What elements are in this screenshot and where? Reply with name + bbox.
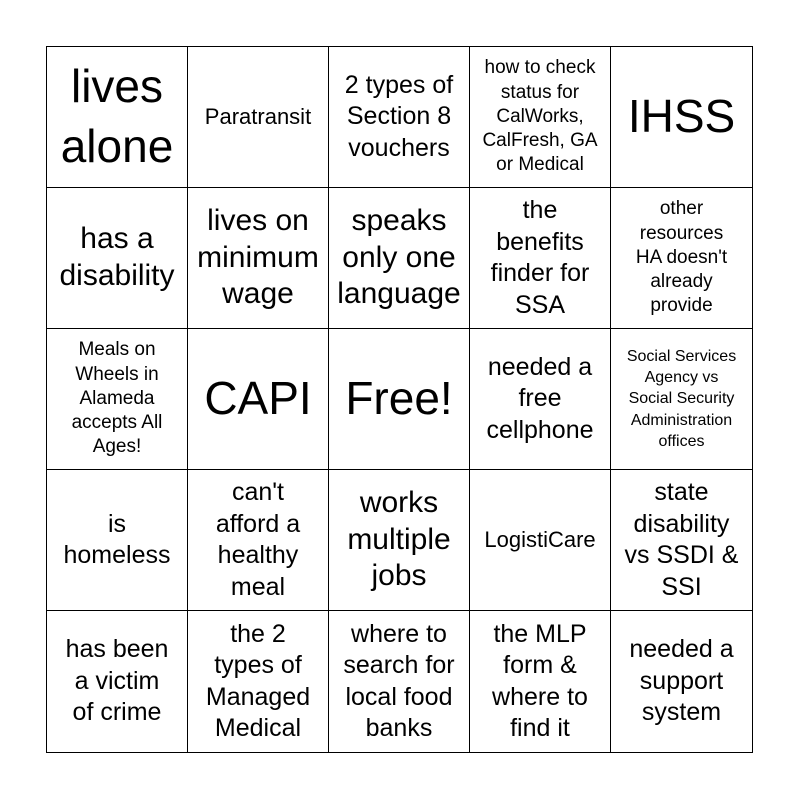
bingo-cell-label: Free! [345, 372, 453, 425]
bingo-cell-label: Meals on Wheels in Alameda accepts All Ages! [71, 339, 163, 458]
bingo-cell-label: the benefits finder for SSA [490, 196, 590, 319]
bingo-cell-label: can't afford a healthy meal [215, 478, 301, 601]
bingo-cell-r2-c5[interactable] [611, 188, 752, 329]
bingo-cell-r1-c1[interactable] [47, 47, 188, 188]
bingo-cell-label: is homeless [63, 509, 171, 569]
bingo-cell-r2-c3[interactable] [329, 188, 470, 329]
bingo-cell-r3-c4[interactable] [470, 329, 611, 470]
bingo-cell-label: the MLP form & where to find it [492, 619, 588, 742]
bingo-cell-label: the 2 types of Managed Medical [205, 619, 311, 742]
bingo-cell-r4-c3[interactable] [329, 470, 470, 611]
bingo-cell-r5-c3[interactable] [329, 611, 470, 752]
bingo-cell-label: LogistiCare [484, 526, 596, 552]
bingo-cell-r2-c1[interactable] [47, 188, 188, 329]
bingo-cell-label: CAPI [204, 372, 312, 425]
bingo-cell-r5-c1[interactable] [47, 611, 188, 752]
bingo-cell-r4-c2[interactable] [188, 470, 329, 611]
bingo-cell-r4-c5[interactable] [611, 470, 752, 611]
bingo-cell-r1-c4[interactable] [470, 47, 611, 188]
bingo-cell-r4-c4[interactable] [470, 470, 611, 611]
bingo-cell-label: Social Services Agency vs Social Security Administration offices [626, 348, 737, 450]
bingo-cell-label: has a disability [59, 222, 175, 292]
bingo-cell-label: needed a free cellphone [486, 352, 594, 444]
bingo-cell-label: Paratransit [204, 103, 312, 129]
bingo-board [46, 46, 753, 753]
bingo-cell-label: lives alone [60, 60, 174, 172]
bingo-cell-label: where to search for local food banks [343, 619, 455, 742]
bingo-cell-r4-c1[interactable] [47, 470, 188, 611]
bingo-cell-r3-c1[interactable] [47, 329, 188, 470]
bingo-cell-label: other resources HA doesn't already provide [635, 198, 728, 317]
bingo-cell-r2-c4[interactable] [470, 188, 611, 329]
bingo-cell-r1-c5[interactable] [611, 47, 752, 188]
bingo-cell-label: has been a victim of crime [65, 635, 169, 727]
bingo-cell-label: 2 types of Section 8 vouchers [344, 70, 454, 162]
bingo-cell-r2-c2[interactable] [188, 188, 329, 329]
bingo-cell-label: works multiple jobs [347, 486, 451, 593]
bingo-cell-r5-c2[interactable] [188, 611, 329, 752]
bingo-cell-label: state disability vs SSDI & SSI [624, 478, 739, 601]
bingo-cell-r1-c2[interactable] [188, 47, 329, 188]
bingo-cell-r1-c3[interactable] [329, 47, 470, 188]
bingo-cell-label: speaks only one language [337, 204, 461, 311]
bingo-cell-r3-c3[interactable] [329, 329, 470, 470]
bingo-cell-r5-c5[interactable] [611, 611, 752, 752]
bingo-cell-label: how to check status for CalWorks, CalFresh, GA or Medical [482, 57, 598, 176]
bingo-cell-r3-c2[interactable] [188, 329, 329, 470]
bingo-cell-r3-c5[interactable] [611, 329, 752, 470]
bingo-cell-label: needed a support system [629, 635, 734, 727]
bingo-cell-r5-c4[interactable] [470, 611, 611, 752]
bingo-cell-label: IHSS [627, 90, 736, 143]
bingo-cell-label: lives on minimum wage [197, 204, 319, 311]
